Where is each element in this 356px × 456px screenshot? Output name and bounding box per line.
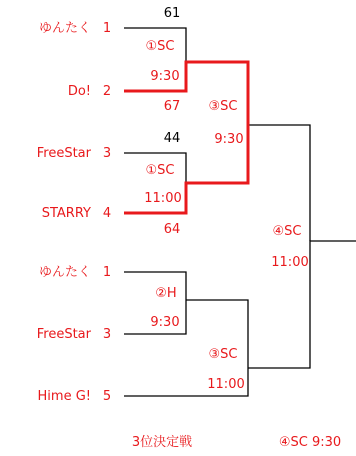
match-1 <box>146 6 181 114</box>
team-labels <box>37 21 111 404</box>
team-2-seed: 2 <box>102 84 112 99</box>
team-1-name: ゆんたく <box>38 21 91 36</box>
m5-court: ③SC <box>208 347 238 362</box>
m5-time: 11:00 <box>207 377 245 392</box>
match-4 <box>150 286 179 330</box>
third-place-label: 3位決定戦 <box>131 435 193 450</box>
team-2-name: Do! <box>67 84 91 99</box>
third-place-info: ④SC 9:30 <box>278 435 342 450</box>
team-7-name: Hime G! <box>37 389 91 404</box>
m4-time: 9:30 <box>150 315 180 330</box>
m6-court: ④SC <box>272 224 302 239</box>
m1-top-score: 61 <box>163 6 181 21</box>
match-2 <box>144 131 181 237</box>
team-5-seed: 1 <box>102 265 112 280</box>
team-5-name: ゆんたく <box>38 265 91 280</box>
match-6 <box>271 224 308 270</box>
team-6-seed: 3 <box>102 327 112 342</box>
match-3 <box>209 99 244 147</box>
team-6-name: FreeStar <box>36 327 91 342</box>
team-3-name: FreeStar <box>36 146 91 161</box>
footer <box>132 434 341 450</box>
m2-time: 11:00 <box>144 191 182 206</box>
m3-court: ③SC <box>208 99 238 114</box>
team-7-seed: 5 <box>102 389 112 404</box>
m2-court: ①SC <box>145 163 175 178</box>
match-5 <box>207 347 244 392</box>
m3-time: 9:30 <box>214 132 244 147</box>
team-3-seed: 3 <box>102 146 112 161</box>
team-1-seed: 1 <box>102 21 112 36</box>
team-4-seed: 4 <box>102 206 112 221</box>
m1-court: ①SC <box>145 39 175 54</box>
m1-winner-line <box>124 62 248 125</box>
m4-court: ②H <box>155 286 177 301</box>
m2-top-score: 44 <box>163 131 181 146</box>
team-4-name: STARRY <box>41 206 91 221</box>
m2-bottom-score: 64 <box>163 222 181 237</box>
m1-time: 9:30 <box>150 69 180 84</box>
m6-time: 11:00 <box>271 255 309 270</box>
m1-bottom-score: 67 <box>163 99 181 114</box>
